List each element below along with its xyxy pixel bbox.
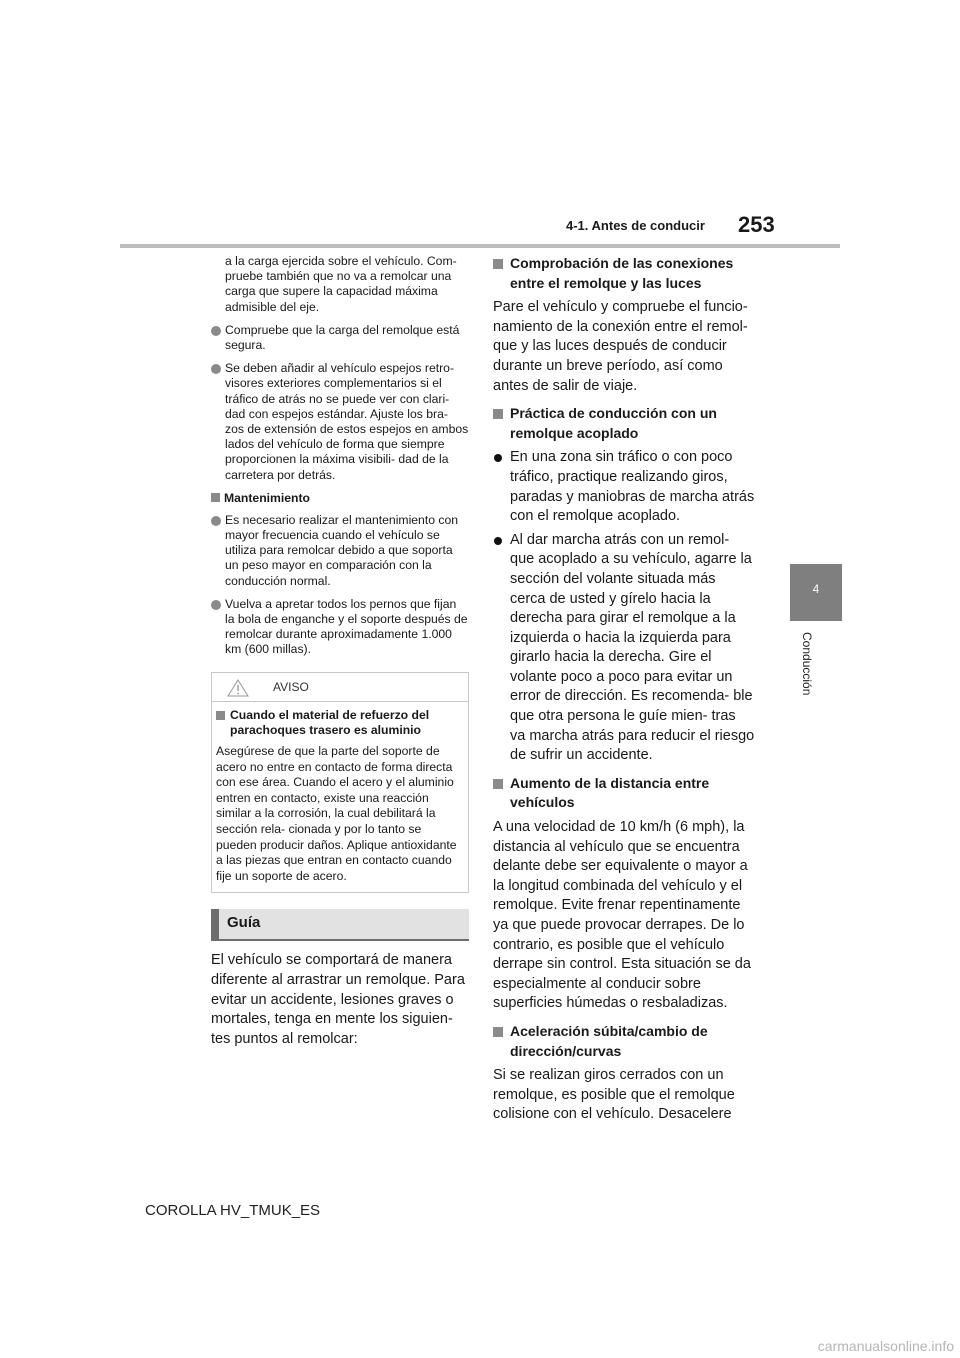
list-item: Se deben añadir al vehículo espejos retro- visores exteriores complementarios si el tráfico de atrás no se puede ver con clari- dad con espejos estándar. Ajuste los bra- zos de extensión de estos espejos en ambos lados del vehículo de forma que siempre proporcionen la máxima visibili- dad de la carretera por detrás. (211, 361, 469, 483)
warning-header (212, 673, 468, 702)
list-item: Al dar marcha atrás con un remol- que acoplado a su vehículo, agarre la sección del volante situada más cerca de usted y gírelo hacia la derecha para girar el remolque a la izquierda o hacia la izquierda para girarlo hacia la derecha. Gire el volante poco a poco para evitar un error de dirección. Es recomenda- ble que otra persona le guíe mien- tras va marcha atrás para reducir el riesgo de sufrir un accidente. (493, 531, 755, 766)
list-item: Compruebe que la carga del remolque está segura. (211, 323, 469, 353)
left-column (211, 254, 469, 1049)
subsection-heading: Práctica de conducción con un remolque acoplado (493, 404, 755, 443)
chapter-number: 4 (812, 582, 820, 596)
square-bullet-icon (211, 493, 220, 502)
section-title: 4-1. Antes de conducir (566, 218, 705, 233)
bullet-icon (211, 364, 221, 374)
paragraph: Si se realizan giros cerrados con un remolque, es posible que el remolque colisione con el vehículo. Desacelere (493, 1067, 735, 1123)
subsection-heading: Aumento de la distancia entre vehículos (493, 774, 755, 813)
paragraph: A una velocidad de 10 km/h (6 mph), la distancia al vehículo que se encuentra delante debe ser equivalente o mayor a la longitud combinada del vehículo y el remolque. Evite frenar repentinamente ya que puede provocar derrapes. De lo contrario, es posible que el vehículo derrape sin control. Esta situación se da especialmente al conducir sobre superficies húmedas o resbaladizas. (493, 819, 751, 1012)
square-bullet-icon (493, 259, 503, 269)
right-column (493, 254, 755, 1133)
square-bullet-icon (493, 1027, 503, 1037)
watermark: carmanualsonline.info (817, 1338, 954, 1354)
bullet-icon (494, 454, 502, 462)
bullet-icon (211, 516, 221, 526)
warning-title: AVISO (273, 679, 309, 694)
chapter-title: Conducción (800, 632, 814, 696)
warning-triangle-icon (227, 679, 249, 697)
subsection-heading: Aceleración súbita/cambio de dirección/curvas (493, 1022, 755, 1061)
square-bullet-icon (216, 711, 225, 720)
page-number: 253 (738, 212, 775, 237)
warning-text: Asegúrese de que la parte del soporte de acero no entre en contacto de forma directa con ese área. Cuando el acero y el aluminio entren en contacto, existe una reacción similar a la corrosión, la cual debilitará la sección rela- cionada y por lo tanto se pueden producir daños. Aplique antioxidante a las piezas que entran en contacto cuando fije un soporte de acero. (216, 744, 457, 883)
bullet-icon (494, 537, 502, 545)
warning-box (211, 672, 469, 894)
maintenance-heading: Mantenimiento (211, 491, 469, 505)
list-item: En una zona sin tráfico o con poco tráfico, practique realizando giros, paradas y maniobras de marcha atrás con el remolque acoplado. (493, 448, 755, 526)
guide-section-heading: Guía (211, 909, 469, 941)
square-bullet-icon (493, 409, 503, 419)
bullet-icon (211, 600, 221, 610)
warning-heading: Cuando el material de refuerzo del parachoques trasero es aluminio (216, 708, 462, 738)
subsection-heading: Comprobación de las conexiones entre el remolque y las luces (493, 254, 755, 293)
paragraph: Pare el vehículo y compruebe el funcio- namiento de la conexión entre el remol- que y las luces después de conducir durante un breve período, así como antes de salir de viaje. (493, 299, 748, 394)
bullet-icon (211, 326, 221, 336)
list-item: Es necesario realizar el mantenimiento con mayor frecuencia cuando el vehículo se utiliza para remolcar debido a que soporta un peso mayor en comparación con la conducción normal. (211, 513, 469, 589)
continued-paragraph: a la carga ejercida sobre el vehículo. Com- pruebe también que no va a remolcar una carga que supere la capacidad máxima admisible del eje. (225, 254, 457, 314)
document-footer: COROLLA HV_TMUK_ES (145, 1202, 321, 1219)
list-item: Vuelva a apretar todos los pernos que fijan la bola de enganche y el soporte después de remolcar durante aproximadamente 1.000 km (600 millas). (211, 597, 469, 658)
header-divider (120, 244, 840, 248)
guide-paragraph: El vehículo se comportará de manera diferente al arrastrar un remolque. Para evitar un accidente, lesiones graves o mortales, tenga en mente los siguien- tes puntos al remolcar: (211, 952, 465, 1047)
square-bullet-icon (493, 779, 503, 789)
